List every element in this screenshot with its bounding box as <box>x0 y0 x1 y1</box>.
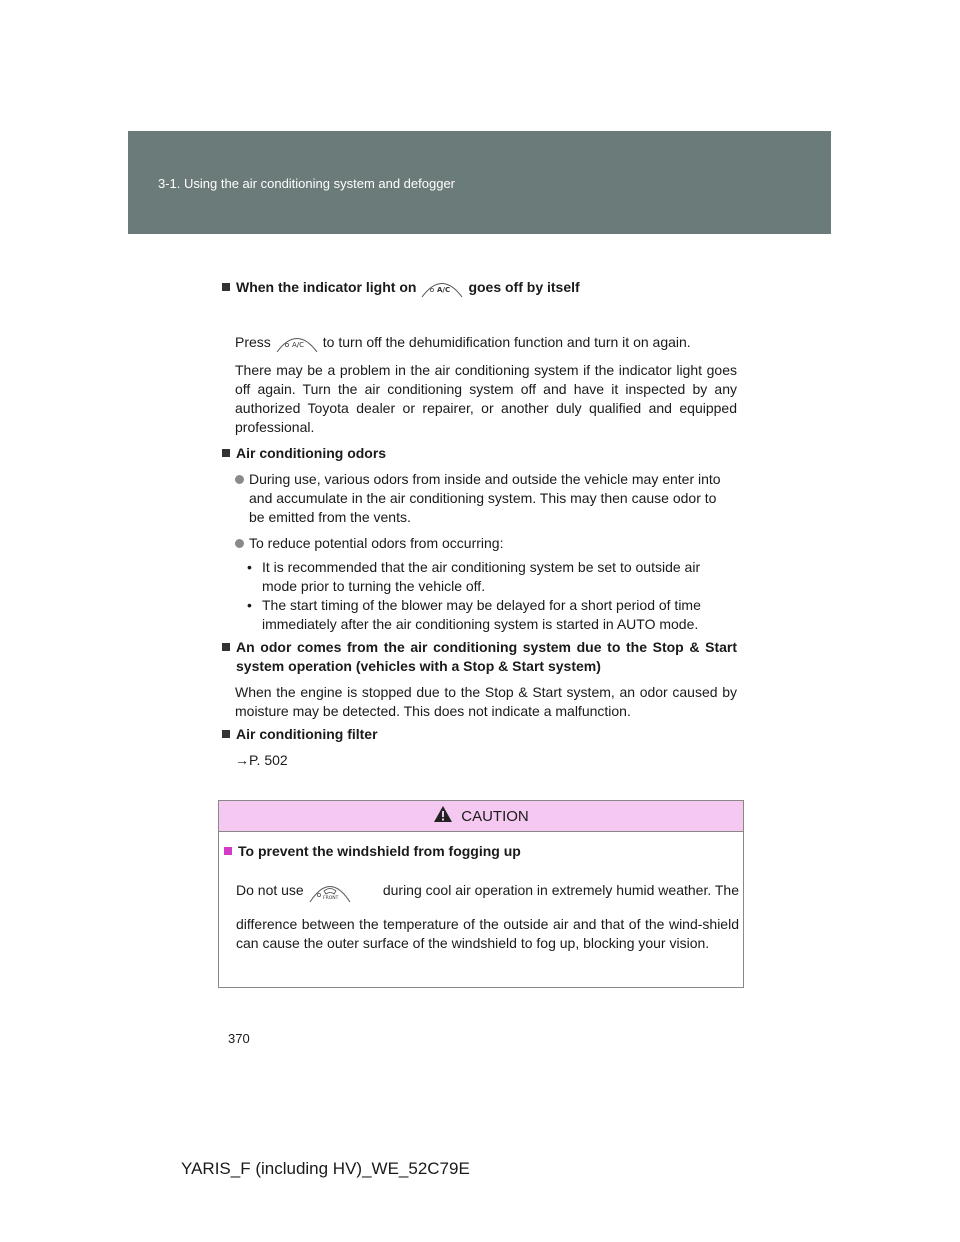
press-pre: Press <box>235 333 271 350</box>
ac-label: A/C <box>437 286 451 294</box>
warning-triangle-icon <box>433 805 453 828</box>
indicator-body: There may be a problem in the air conditioning system if the indicator light goes off again. Turn the air conditioning system off and have it inspected by any authorized Toyota dealer or repairer, or another duly qualified and equipped professional. <box>235 362 737 435</box>
press-post: to turn off the dehumidification function and turn it on again. <box>322 333 691 350</box>
heading-stopstart-text: An odor comes from the air conditioning system due to the Stop & Start system operation (vehicles with a Stop & Start system) <box>236 639 737 674</box>
ac-button-icon <box>420 276 464 298</box>
caution-body: difference between the temperature of the outside air and that of the wind-shield can cause the outer surface of the windshield to fog up, blocking your vision. <box>236 916 739 951</box>
front-defogger-button-icon <box>308 879 352 901</box>
heading-indicator-pre: When the indicator light on <box>236 279 417 295</box>
square-bullet-icon <box>224 847 232 855</box>
sub-bullet-icon: • <box>247 559 252 575</box>
heading-odors <box>222 445 386 461</box>
square-bullet-icon <box>222 449 230 457</box>
footer-doc-id: YARIS_F (including HV)_WE_52C79E <box>181 1159 470 1178</box>
caution-line-post: during cool air operation in extremely humid weather. The <box>382 882 739 898</box>
filter-ref: →P. 502 <box>235 752 288 768</box>
square-bullet-icon <box>222 643 230 651</box>
odors-sub-1-text: It is recommended that the air conditioning system be set to outside air mode prior to turning the vehicle off. <box>262 559 701 594</box>
heading-filter-text: Air conditioning filter <box>236 726 378 742</box>
caution-box <box>218 800 744 988</box>
odors-sub-1 <box>247 558 737 596</box>
heading-filter <box>222 726 378 742</box>
section-title: 3-1. Using the air conditioning system and defogger <box>158 176 456 191</box>
caution-heading-text: To prevent the windshield from fogging up <box>238 843 521 859</box>
ac-label: A/C <box>291 341 304 349</box>
circle-bullet-icon <box>235 475 244 484</box>
odors-bullet-1-text: During use, various odors from inside and outside the vehicle may enter into and accumulate in the air conditioning system. This may then cause odor to be emitted from the vents. <box>249 471 721 525</box>
sub-bullet-icon: • <box>247 597 252 613</box>
circle-bullet-icon <box>235 539 244 548</box>
heading-indicator <box>222 276 580 298</box>
press-line <box>235 331 737 353</box>
caution-line-pre: Do not use <box>236 882 304 898</box>
heading-odors-text: Air conditioning odors <box>236 445 387 461</box>
odors-bullet-2-text: To reduce potential odors from occurring: <box>249 535 504 551</box>
heading-indicator-post: goes off by itself <box>468 279 580 295</box>
square-bullet-icon <box>222 283 230 291</box>
caution-line <box>236 879 739 901</box>
odors-sub-2-text: The start timing of the blower may be delayed for a short period of time immediately after the air conditioning system is started in AUTO mode. <box>262 597 701 632</box>
front-label: FRONT <box>322 896 339 901</box>
odors-bullet-1 <box>235 470 735 527</box>
odors-bullet-2 <box>235 534 735 553</box>
caution-heading <box>224 843 521 859</box>
odors-sub-2 <box>247 596 737 634</box>
square-bullet-icon <box>222 730 230 738</box>
page-number: 370 <box>228 1031 250 1046</box>
caution-label: CAUTION <box>461 807 529 825</box>
section-header-band <box>128 131 831 234</box>
stopstart-body: When the engine is stopped due to the Stop & Start system, an odor caused by moisture may be detected. This does not indicate a malfunction. <box>235 684 737 719</box>
caution-header <box>219 801 743 832</box>
heading-stopstart <box>222 638 737 676</box>
ac-button-icon <box>275 331 319 353</box>
